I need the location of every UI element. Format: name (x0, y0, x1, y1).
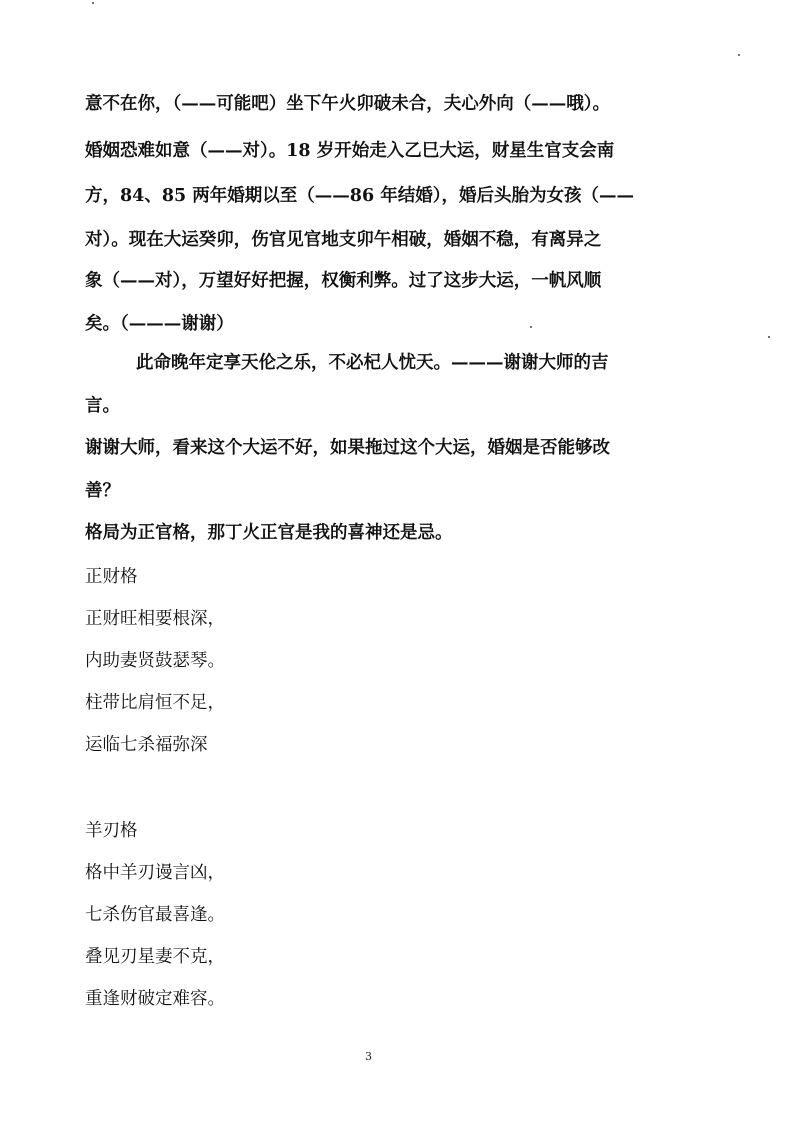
poem-line: 柱带比肩恒不足， (85, 693, 225, 713)
paragraph-2-line-2: 言。 (85, 396, 120, 416)
poem-line: 正财旺相要根深， (85, 609, 225, 629)
poem-line: 运临七杀福弥深 (85, 735, 208, 755)
poem-line: 重逢财破定难容。 (85, 989, 225, 1009)
scan-speck (530, 326, 532, 328)
scan-speck (738, 54, 740, 56)
paragraph-3-line-1: 谢谢大师，看来这个大运不好，如果拖过这个大运，婚姻是否能够改 (85, 438, 610, 458)
poem-line: 叠见刃星妻不克， (85, 947, 225, 967)
poem-line: 格中羊刃谩言凶， (85, 863, 225, 883)
paragraph-3-line-2: 善？ (85, 481, 120, 501)
paragraph-4: 格局为正官格，那丁火正官是我的喜神还是忌。 (85, 523, 453, 543)
scan-speck (92, 2, 94, 4)
poem-line: 七杀伤官最喜逢。 (85, 905, 225, 925)
paragraph-1-line-5: 象（——对），万望好好把握，权衡利弊。过了这步大运，一帆风顺 (85, 271, 602, 291)
page-number: 3 (365, 1050, 372, 1063)
paragraph-1-line-4: 对）。现在大运癸卯，伤官见官地支卯午相破，婚姻不稳，有离异之 (85, 230, 602, 250)
section-yangren-title: 羊刃格 (85, 821, 138, 841)
scan-speck (768, 336, 770, 338)
paragraph-2-line-1: 此命晚年定享天伦之乐，不必杞人忧天。———谢谢大师的吉 (136, 353, 609, 373)
paragraph-1-line-6: 矣。（———谢谢） (85, 314, 234, 334)
poem-line: 内助妻贤鼓瑟琴。 (85, 651, 225, 671)
section-zhengcai-title: 正财格 (85, 567, 138, 587)
paragraph-1-line-1: 意不在你，（——可能吧）坐下午火卯破未合，夫心外向（——哦）。 (85, 94, 610, 114)
paragraph-1-line-2: 婚姻恐难如意（——对）。18 岁开始走入乙巳大运，财星生官支会南 (85, 141, 615, 161)
paragraph-1-line-3: 方，84、85 两年婚期以至（——86 年结婚），婚后头胎为女孩（—— (85, 186, 634, 206)
